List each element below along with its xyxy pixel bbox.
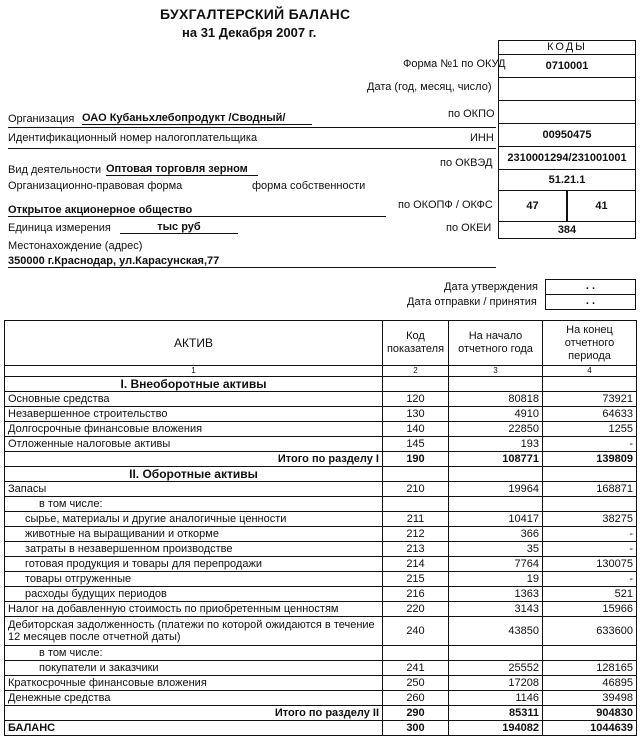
org-value: ОАО Кубаньхлебопродукт /Сводный/ xyxy=(82,112,312,125)
okfs-code: 41 xyxy=(567,190,636,222)
row-name: Налог на добавленную стоимость по приобретенным ценностям xyxy=(5,602,383,617)
table-header-row xyxy=(5,321,637,366)
total-row xyxy=(5,706,637,721)
sent-label: Дата отправки / принятия xyxy=(407,296,537,308)
legal-form-value: Открытое акционерное общество xyxy=(8,204,386,217)
row-end: 633600 xyxy=(543,617,637,646)
row-end: 168871 xyxy=(543,482,637,497)
row-code: 120 xyxy=(383,392,449,407)
col-number: 3 xyxy=(449,366,543,377)
activity-label: Вид деятельности xyxy=(8,164,102,176)
table-row xyxy=(5,437,637,452)
row-start: 10417 xyxy=(449,512,543,527)
row-name: затраты в незавершенном производстве xyxy=(5,542,383,557)
row-end: 904830 xyxy=(543,706,637,721)
row-end: - xyxy=(543,527,637,542)
inn-divider xyxy=(8,148,496,149)
total-row xyxy=(5,452,637,467)
table-row xyxy=(5,572,637,587)
header-end: На конец отчетного периода xyxy=(543,321,637,366)
row-start: 108771 xyxy=(449,452,543,467)
row-code: 215 xyxy=(383,572,449,587)
row-start xyxy=(449,646,543,661)
okei-code: 384 xyxy=(498,221,636,239)
row-name: сырье, материалы и другие аналогичные ценности xyxy=(5,512,383,527)
section-title: II. Оборотные активы xyxy=(5,467,383,482)
table-row xyxy=(5,392,637,407)
approval-value: . . xyxy=(545,279,636,295)
header-start: На начало отчетного года xyxy=(449,321,543,366)
row-code: 240 xyxy=(383,617,449,646)
row-start xyxy=(449,497,543,512)
row-start: 19 xyxy=(449,572,543,587)
row-start: 22850 xyxy=(449,422,543,437)
row-code: 241 xyxy=(383,661,449,676)
inn-row-label: Идентификационный номер налогоплательщика xyxy=(8,132,258,144)
row-start xyxy=(449,377,543,392)
row-name: Основные средства xyxy=(5,392,383,407)
table-row xyxy=(5,587,637,602)
activity-value: Оптовая торговля зерном xyxy=(106,163,258,176)
col-number: 2 xyxy=(383,366,449,377)
row-name: Итого по разделу I xyxy=(5,452,383,467)
org-divider xyxy=(8,127,496,128)
row-name: Отложенные налоговые активы xyxy=(5,437,383,452)
ownership-label: форма собственности xyxy=(252,180,366,192)
row-end: 46895 xyxy=(543,676,637,691)
row-code: 250 xyxy=(383,676,449,691)
location-label: Местонахождение (адрес) xyxy=(8,240,143,252)
row-name: Краткосрочные финансовые вложения xyxy=(5,676,383,691)
row-end: 128165 xyxy=(543,661,637,676)
row-start: 80818 xyxy=(449,392,543,407)
section-row xyxy=(5,377,637,392)
row-name: Запасы xyxy=(5,482,383,497)
row-end: 521 xyxy=(543,587,637,602)
row-start: 1146 xyxy=(449,691,543,706)
row-end: 39498 xyxy=(543,691,637,706)
row-code: 300 xyxy=(383,721,449,736)
row-end xyxy=(543,377,637,392)
row-start: 19964 xyxy=(449,482,543,497)
row-start: 43850 xyxy=(449,617,543,646)
sent-value: . . xyxy=(545,294,636,310)
row-code xyxy=(383,377,449,392)
row-start: 35 xyxy=(449,542,543,557)
row-name: Незавершенное строительство xyxy=(5,407,383,422)
row-name: Долгосрочные финансовые вложения xyxy=(5,422,383,437)
row-start: 25552 xyxy=(449,661,543,676)
row-start: 3143 xyxy=(449,602,543,617)
row-code: 140 xyxy=(383,422,449,437)
row-code: 213 xyxy=(383,542,449,557)
row-end xyxy=(543,646,637,661)
row-name: БАЛАНС xyxy=(5,721,383,736)
table-row xyxy=(5,602,637,617)
okopf-code: 47 xyxy=(498,190,567,222)
row-end: - xyxy=(543,572,637,587)
inn-label: ИНН xyxy=(470,132,494,144)
date-label: Дата (год, месяц, число) xyxy=(367,81,492,93)
table-row xyxy=(5,422,637,437)
row-name: покупатели и заказчики xyxy=(5,661,383,676)
row-code: 190 xyxy=(383,452,449,467)
form-code: 0710001 xyxy=(498,54,636,78)
row-name: животные на выращивании и откорме xyxy=(5,527,383,542)
row-code xyxy=(383,646,449,661)
okpo-code: 00950475 xyxy=(498,123,636,147)
table-row xyxy=(5,646,637,661)
blank-code xyxy=(498,100,636,124)
table-row xyxy=(5,542,637,557)
balance-row xyxy=(5,721,637,736)
table-row xyxy=(5,557,637,572)
row-name: готовая продукция и товары для перепродажи xyxy=(5,557,383,572)
row-name: Итого по разделу II xyxy=(5,706,383,721)
page-title: БУХГАЛТЕРСКИЙ БАЛАНС xyxy=(160,6,351,22)
row-end: 139809 xyxy=(543,452,637,467)
date-code xyxy=(498,77,636,101)
row-end: 130075 xyxy=(543,557,637,572)
balance-table xyxy=(4,320,637,736)
table-row xyxy=(5,676,637,691)
col-number: 1 xyxy=(5,366,383,377)
okved-label: по ОКВЭД xyxy=(440,157,493,169)
row-start: 85311 xyxy=(449,706,543,721)
row-start xyxy=(449,467,543,482)
approval-label: Дата утверждения xyxy=(444,281,538,293)
row-end: 73921 xyxy=(543,392,637,407)
row-code: 216 xyxy=(383,587,449,602)
org-label: Организация xyxy=(8,113,75,125)
row-start: 7764 xyxy=(449,557,543,572)
section-row xyxy=(5,467,637,482)
page-subtitle: на 31 Декабря 2007 г. xyxy=(182,25,317,40)
row-end: 1044639 xyxy=(543,721,637,736)
table-row xyxy=(5,482,637,497)
codes-header: КОДЫ xyxy=(498,40,636,55)
table-row xyxy=(5,661,637,676)
row-start: 366 xyxy=(449,527,543,542)
row-code: 130 xyxy=(383,407,449,422)
location-value: 350000 г.Краснодар, ул.Карасунская,77 xyxy=(8,255,496,268)
row-end: 38275 xyxy=(543,512,637,527)
okpo-label: по ОКПО xyxy=(448,108,495,120)
table-row xyxy=(5,617,637,646)
row-code: 220 xyxy=(383,602,449,617)
row-name: в том числе: xyxy=(5,497,383,512)
row-name: Дебиторская задолженность (платежи по которой ожидаются в течение 12 месяцев после отчетной даты) xyxy=(5,617,383,646)
table-row xyxy=(5,512,637,527)
table-row xyxy=(5,497,637,512)
row-end xyxy=(543,497,637,512)
okei-label: по ОКЕИ xyxy=(446,222,492,234)
row-end: 64633 xyxy=(543,407,637,422)
column-number-row xyxy=(5,366,637,377)
row-name: в том числе: xyxy=(5,646,383,661)
row-end: - xyxy=(543,542,637,557)
row-code xyxy=(383,467,449,482)
okved-code: 51.21.1 xyxy=(498,169,636,191)
row-name: товары отгруженные xyxy=(5,572,383,587)
row-code: 212 xyxy=(383,527,449,542)
table-row xyxy=(5,527,637,542)
row-start: 17208 xyxy=(449,676,543,691)
legal-form-label: Организационно-правовая форма xyxy=(8,180,183,192)
row-start: 193 xyxy=(449,437,543,452)
row-code: 214 xyxy=(383,557,449,572)
row-code: 211 xyxy=(383,512,449,527)
table-row xyxy=(5,691,637,706)
row-code: 145 xyxy=(383,437,449,452)
row-name: расходы будущих периодов xyxy=(5,587,383,602)
row-name: Денежные средства xyxy=(5,691,383,706)
row-start: 194082 xyxy=(449,721,543,736)
row-start: 1363 xyxy=(449,587,543,602)
table-row xyxy=(5,407,637,422)
col-number: 4 xyxy=(543,366,637,377)
inn-code: 2310001294/231001001 xyxy=(498,146,636,170)
row-end: - xyxy=(543,437,637,452)
section-title: I. Внеоборотные активы xyxy=(5,377,383,392)
okopf-label: по ОКОПФ / ОКФС xyxy=(398,199,493,211)
header-asset: АКТИВ xyxy=(5,321,383,366)
unit-value: тыс руб xyxy=(120,221,238,234)
row-code: 260 xyxy=(383,691,449,706)
header-code: Код показателя xyxy=(383,321,449,366)
row-end xyxy=(543,467,637,482)
row-code: 210 xyxy=(383,482,449,497)
row-end: 15966 xyxy=(543,602,637,617)
form-label: Форма №1 по ОКУД xyxy=(403,58,506,70)
row-code xyxy=(383,497,449,512)
row-start: 4910 xyxy=(449,407,543,422)
row-code: 290 xyxy=(383,706,449,721)
row-end: 1255 xyxy=(543,422,637,437)
unit-label: Единица измерения xyxy=(8,222,111,234)
